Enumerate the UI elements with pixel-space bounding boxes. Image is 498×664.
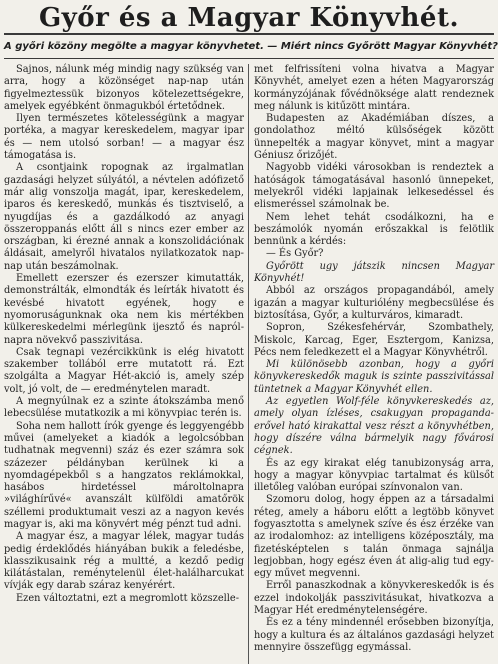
paragraph: Emellett ezerszer és ezerszer kimutatták, demonstrálták, elmondták és leírták hivatott és kevésbé hivatott egyének, hogy e nyomoruságunknak oka nem kis mértékben külkereskedelmi mérlegünk ijesztő és napról-napra növekvő passzivitása. — [4, 273, 244, 346]
paragraph: Csak tegnapi vezércikkünk is elég hivatott szakember tollából erre mutatott rá. Ezt szolgálta a Magyar Hét-akció is, amely szép volt, jó volt, de — eredménytelen maradt. — [4, 346, 244, 395]
article-columns — [4, 64, 494, 654]
left-column — [4, 64, 244, 654]
paragraph: És ez a tény mindennél erősebben bizonyítja, hogy a kultura és az általános gazdasági helyzet mennyire összefügg egymással. — [254, 617, 494, 653]
paragraph: Szomoru dolog, hogy éppen az a társadalmi réteg, amely a háboru előtt a legtöbb könyvet fogyasztotta s amelynek szíve és ész érzéke van az irodalomhoz: az intelligens középosztály, ma fizetésképtelen s talán önmaga sajnálja legjobban, hogy egész éven át alig-alig tud egy-egy művet megvenni. — [254, 494, 494, 580]
article-subtitle: A győri közöny megölte a magyar könyvhetet. — Miért nincs Győrött Magyar Könyvhét? — [4, 40, 494, 59]
newspaper-page — [4, 3, 498, 653]
paragraph: A magyar ész, a magyar lélek, magyar tudás pedig érdeklődés hiányában bukik a feledésbe, klasszikusaink rég a multté, a kezdő pedig kilátástalan, reménytelenül élet-halálharcukat vívják egy darab száraz kenyérért. — [4, 531, 244, 592]
paragraph: Győrött ugy játszik nincsen Magyar Könyvhét! — [254, 260, 494, 285]
paragraph: Sajnos, nálunk még mindig nagy szükség van arra, hogy a közönséget nap-nap után figyelmeztessük bizonyos kötelezettségekre, amelyek egyébként önmagukból értetődnek. — [4, 64, 244, 112]
paragraph: Budapesten az Akadémiában díszes, a gondolathoz méltó külsőségek között ünnepelték a magyar könyvet, mint a magyar Géniusz őrizőjét. — [254, 113, 494, 162]
paragraph: Nem lehet tehát csodálkozni, ha e beszámolók nyomán erőszakkal is felötlik bennünk a kérdés: — [254, 211, 494, 248]
paragraph: A megnyúlnak ez a szinte átokszámba menő lebecsülése mutatkozik a mi könyvpiac terén is. — [4, 396, 244, 420]
column-divider — [248, 64, 249, 664]
paragraph: Nagyobb vidéki városokban is rendeztek a hatóságok támogatásával hasonló ünnepeket, melyekről vidéki lapjainak lelkesedéssel és elismeréssel számolnak be. — [254, 162, 494, 211]
paragraph: Soha nem hallott írók gyenge és leggyengébb művei (amelyeket a kiadók a legolcsóbban tudhatnak megvenni) száz és ezer számra sok százezer példányban kerülnek ki a nyomdagépekből s a hangzatos reklámokkal, hasábos hirdetéssel mároltolnapra »világhírűvé« avanszált külföldi amatőrök széllemi produktumait veszi az a nagyon kevés magyar is, aki ma könyvért még pénzt tud adni. — [4, 420, 244, 530]
paragraph: Mi különösebb azonban, hogy a győri könyvkereskedők maguk is szinte passzivitással tüntetnek a Magyar Könyvhét ellen. — [254, 359, 494, 395]
paragraph: És az egy kirakat elég tanubizonyság arra, hogy a magyar könyvpiac tartalmat és külsőt illetőleg valóban európai színvonalon van. — [254, 457, 494, 494]
paragraph: — És Győr? — [266, 248, 324, 260]
paragraph: Ilyen természetes kötelességünk a magyar portéka, a magyar kereskedelem, magyar ipar és — nem utolsó sorban! — a magyar ész támogatása is. — [4, 113, 244, 162]
paragraph: A csontjaink ropognak az irgalmatlan gazdasági helyzet súlyától, a névtelen adófizető már alig vonszolja magát, ipar, kereskedelem, iparos és kereskedő, munkás és tisztviselő, a nyugdíjas és a gazdálkodó az anyagi összeroppanás előtt áll s nincs ezer ember az országban, ki érezné annak a konszolidációnak áldásait, amelyről hivatalos nyilatkozatok nap-nap után beszámolnak. — [4, 162, 244, 272]
paragraph: Ezen változtatni, ezt a megromlott közszelle- — [16, 592, 239, 604]
article-title: Győr és a Magyar Könyvhét. — [4, 3, 494, 35]
paragraph: met felfrissíteni volna hivatva a Magyar Könyvhét, amelyet ezen a héten Magyarország kormányzójának fővédnöksége alatt rendeznek meg nálunk is kitűzött mintára. — [254, 64, 494, 112]
right-column — [254, 64, 494, 654]
paragraph: Az egyetlen Wolf-féle könyvkereskedés az, amely olyan ízléses, csakugyan propaganda-erővel ható kirakattal vesz részt a könyvhétben, hogy díszére válna bármelyik nagy fővárosi cégnek. — [254, 396, 494, 457]
paragraph: Erről panaszkodnak a könyvkereskedők is és ezzel indokolják passzivitásukat, hivatkozva a Magyar Hét eredménytelenségére. — [254, 580, 494, 617]
paragraph: Sopron, Székesfehérvár, Szombathely, Miskolc, Karcag, Eger, Esztergom, Kanizsa, Pécs nem feledkezett el a Magyar Könyvhétről. — [254, 322, 494, 358]
paragraph: Abból az országos propagandából, amely igazán a magyar kulturiólény megbecsülése és biztosítása, Győr, a kulturváros, kimaradt. — [254, 285, 494, 321]
